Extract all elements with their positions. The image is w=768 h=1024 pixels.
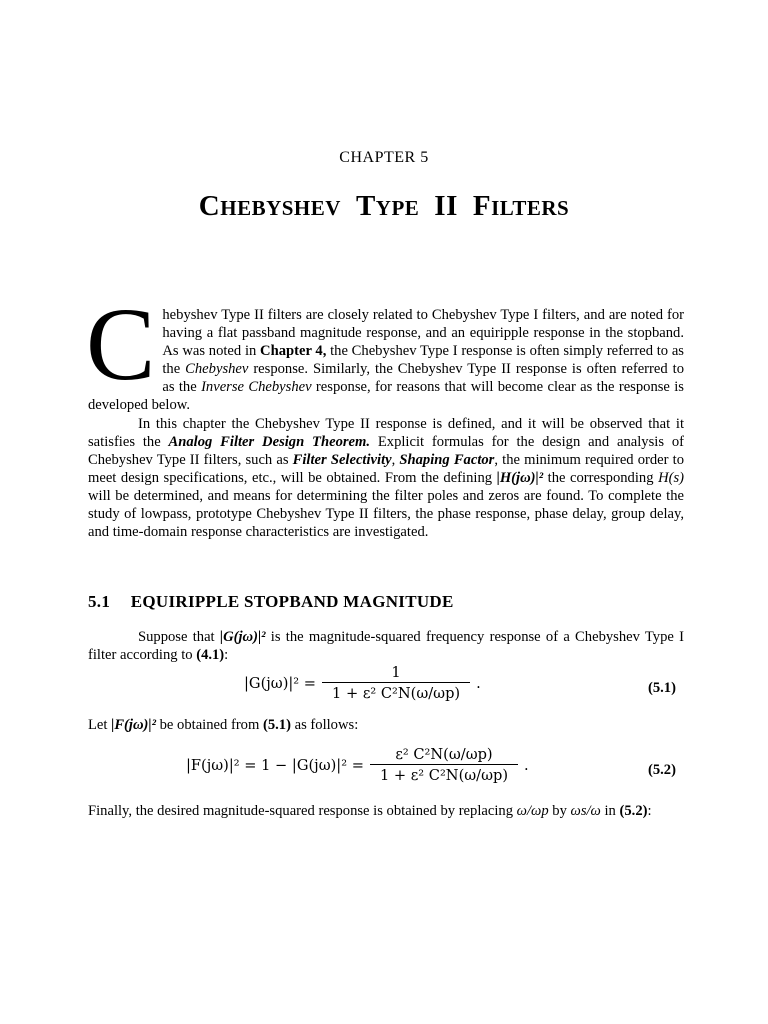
text-segment: Chebyshev — [185, 361, 249, 378]
text-segment: Inverse Chebyshev — [201, 379, 312, 396]
text-segment: (5.1) — [262, 717, 291, 733]
intro-paragraph-1-text — [86, 287, 684, 414]
text-segment: |F(jω)|² — [111, 717, 156, 733]
text-segment: Filter Selectivity — [292, 451, 392, 468]
text-segment: Analog Filter Design Theorem. — [168, 433, 371, 450]
text-segment: (5.2) — [619, 803, 648, 819]
text-segment: Let — [88, 717, 112, 733]
text-segment: (4.1) — [196, 647, 225, 664]
text-segment: H(s) — [658, 469, 685, 486]
section-number: 5.1 — [88, 592, 111, 611]
text-segment: the Chebyshev Type I response is often simply referred to as the — [162, 343, 684, 378]
text-segment: by — [548, 803, 571, 819]
chapter-title — [0, 190, 768, 223]
eq1-fraction — [322, 664, 470, 702]
text-segment: response. Similarly, the Chebyshev Type II response is often referred to as the — [162, 361, 684, 396]
text-segment: response, for reasons that will become clear as the response is developed below. — [88, 379, 684, 414]
text-segment: : — [224, 647, 229, 664]
equation-5-2 — [186, 746, 529, 784]
text-segment: Explicit formulas for the design and analysis of Chebyshev Type II filters, such as — [88, 433, 685, 468]
eq1-tail: . — [476, 674, 481, 692]
text-segment: ωs/ω — [570, 803, 601, 819]
text-segment: Shaping Factor — [399, 451, 495, 468]
eq2-lhs: |F(jω)|² = 1 − |G(jω)|² = — [186, 756, 364, 774]
text-segment: : — [647, 803, 652, 819]
text-segment: , the minimum required order to meet design specifications, etc., will be obtained. From the defining — [88, 451, 684, 486]
eq2-denominator: 1 + ε² C²N(ω/ωp) — [370, 764, 518, 784]
text-segment: Suppose that — [138, 629, 220, 645]
eq2-tail: . — [524, 756, 529, 774]
chapter-label: CHAPTER 5 — [339, 149, 429, 166]
intro-paragraph-1 — [86, 287, 685, 541]
equation-5-1 — [244, 664, 481, 702]
text-segment: in — [600, 803, 620, 819]
section-heading — [88, 592, 454, 612]
text-segment: the corresponding — [543, 469, 659, 486]
eq2-numerator: ε² C²N(ω/ωp) — [395, 746, 493, 763]
drop-cap: C — [86, 287, 156, 402]
chapter-title-word: II — [434, 190, 458, 222]
chapter-title-word: FILTERS — [472, 190, 570, 222]
text-segment: is the magnitude-squared frequency response of a Chebyshev Type I filter according to — [88, 629, 684, 664]
paragraph-finally — [88, 802, 684, 820]
text-segment: Chapter 4, — [260, 343, 327, 360]
eq1-lhs: |G(jω)|² = — [244, 674, 317, 692]
chapter-title-word: TYPE — [355, 190, 420, 222]
text-segment: , — [391, 451, 400, 468]
text-segment: will be determined, and means for determining the filter poles and zeros are found. To complete the study of lowpass, prototype Chebyshev Type II filters, the phase response, phase delay, group delay, and time-domain response characteristics are investigated. — [88, 487, 684, 541]
eq1-denominator: 1 + ε² C²N(ω/ωp) — [322, 682, 470, 702]
equation-5-2-number: (5.2) — [648, 762, 676, 778]
text-segment: hebyshev Type II filters are closely related to Chebyshev Type I filters, and are noted for having a flat passband magnitude response, and an equiripple response in the stopband. As was noted in — [162, 307, 684, 360]
eq2-fraction — [370, 746, 518, 784]
text-segment: ω/ωp — [516, 803, 549, 819]
paragraph-suppose — [88, 628, 684, 664]
text-segment: |H(jω)|² — [496, 469, 544, 486]
intro-paragraph-2 — [88, 415, 684, 542]
text-segment: |G(jω)|² — [219, 629, 266, 645]
equation-5-1-number: (5.1) — [648, 680, 676, 696]
text-segment: as follows: — [290, 717, 359, 733]
text-segment: In this chapter the Chebyshev Type II response is defined, and it will be observed that it satisfies the — [88, 415, 684, 450]
paragraph-let — [88, 716, 684, 734]
section-title: EQUIRIPPLE STOPBAND MAGNITUDE — [130, 592, 454, 611]
text-segment: be obtained from — [155, 717, 263, 733]
chapter-title-word: CHEBYSHEV — [198, 190, 341, 222]
text-segment: Finally, the desired magnitude-squared response is obtained by replacing — [88, 803, 517, 819]
eq1-numerator: 1 — [391, 664, 401, 681]
